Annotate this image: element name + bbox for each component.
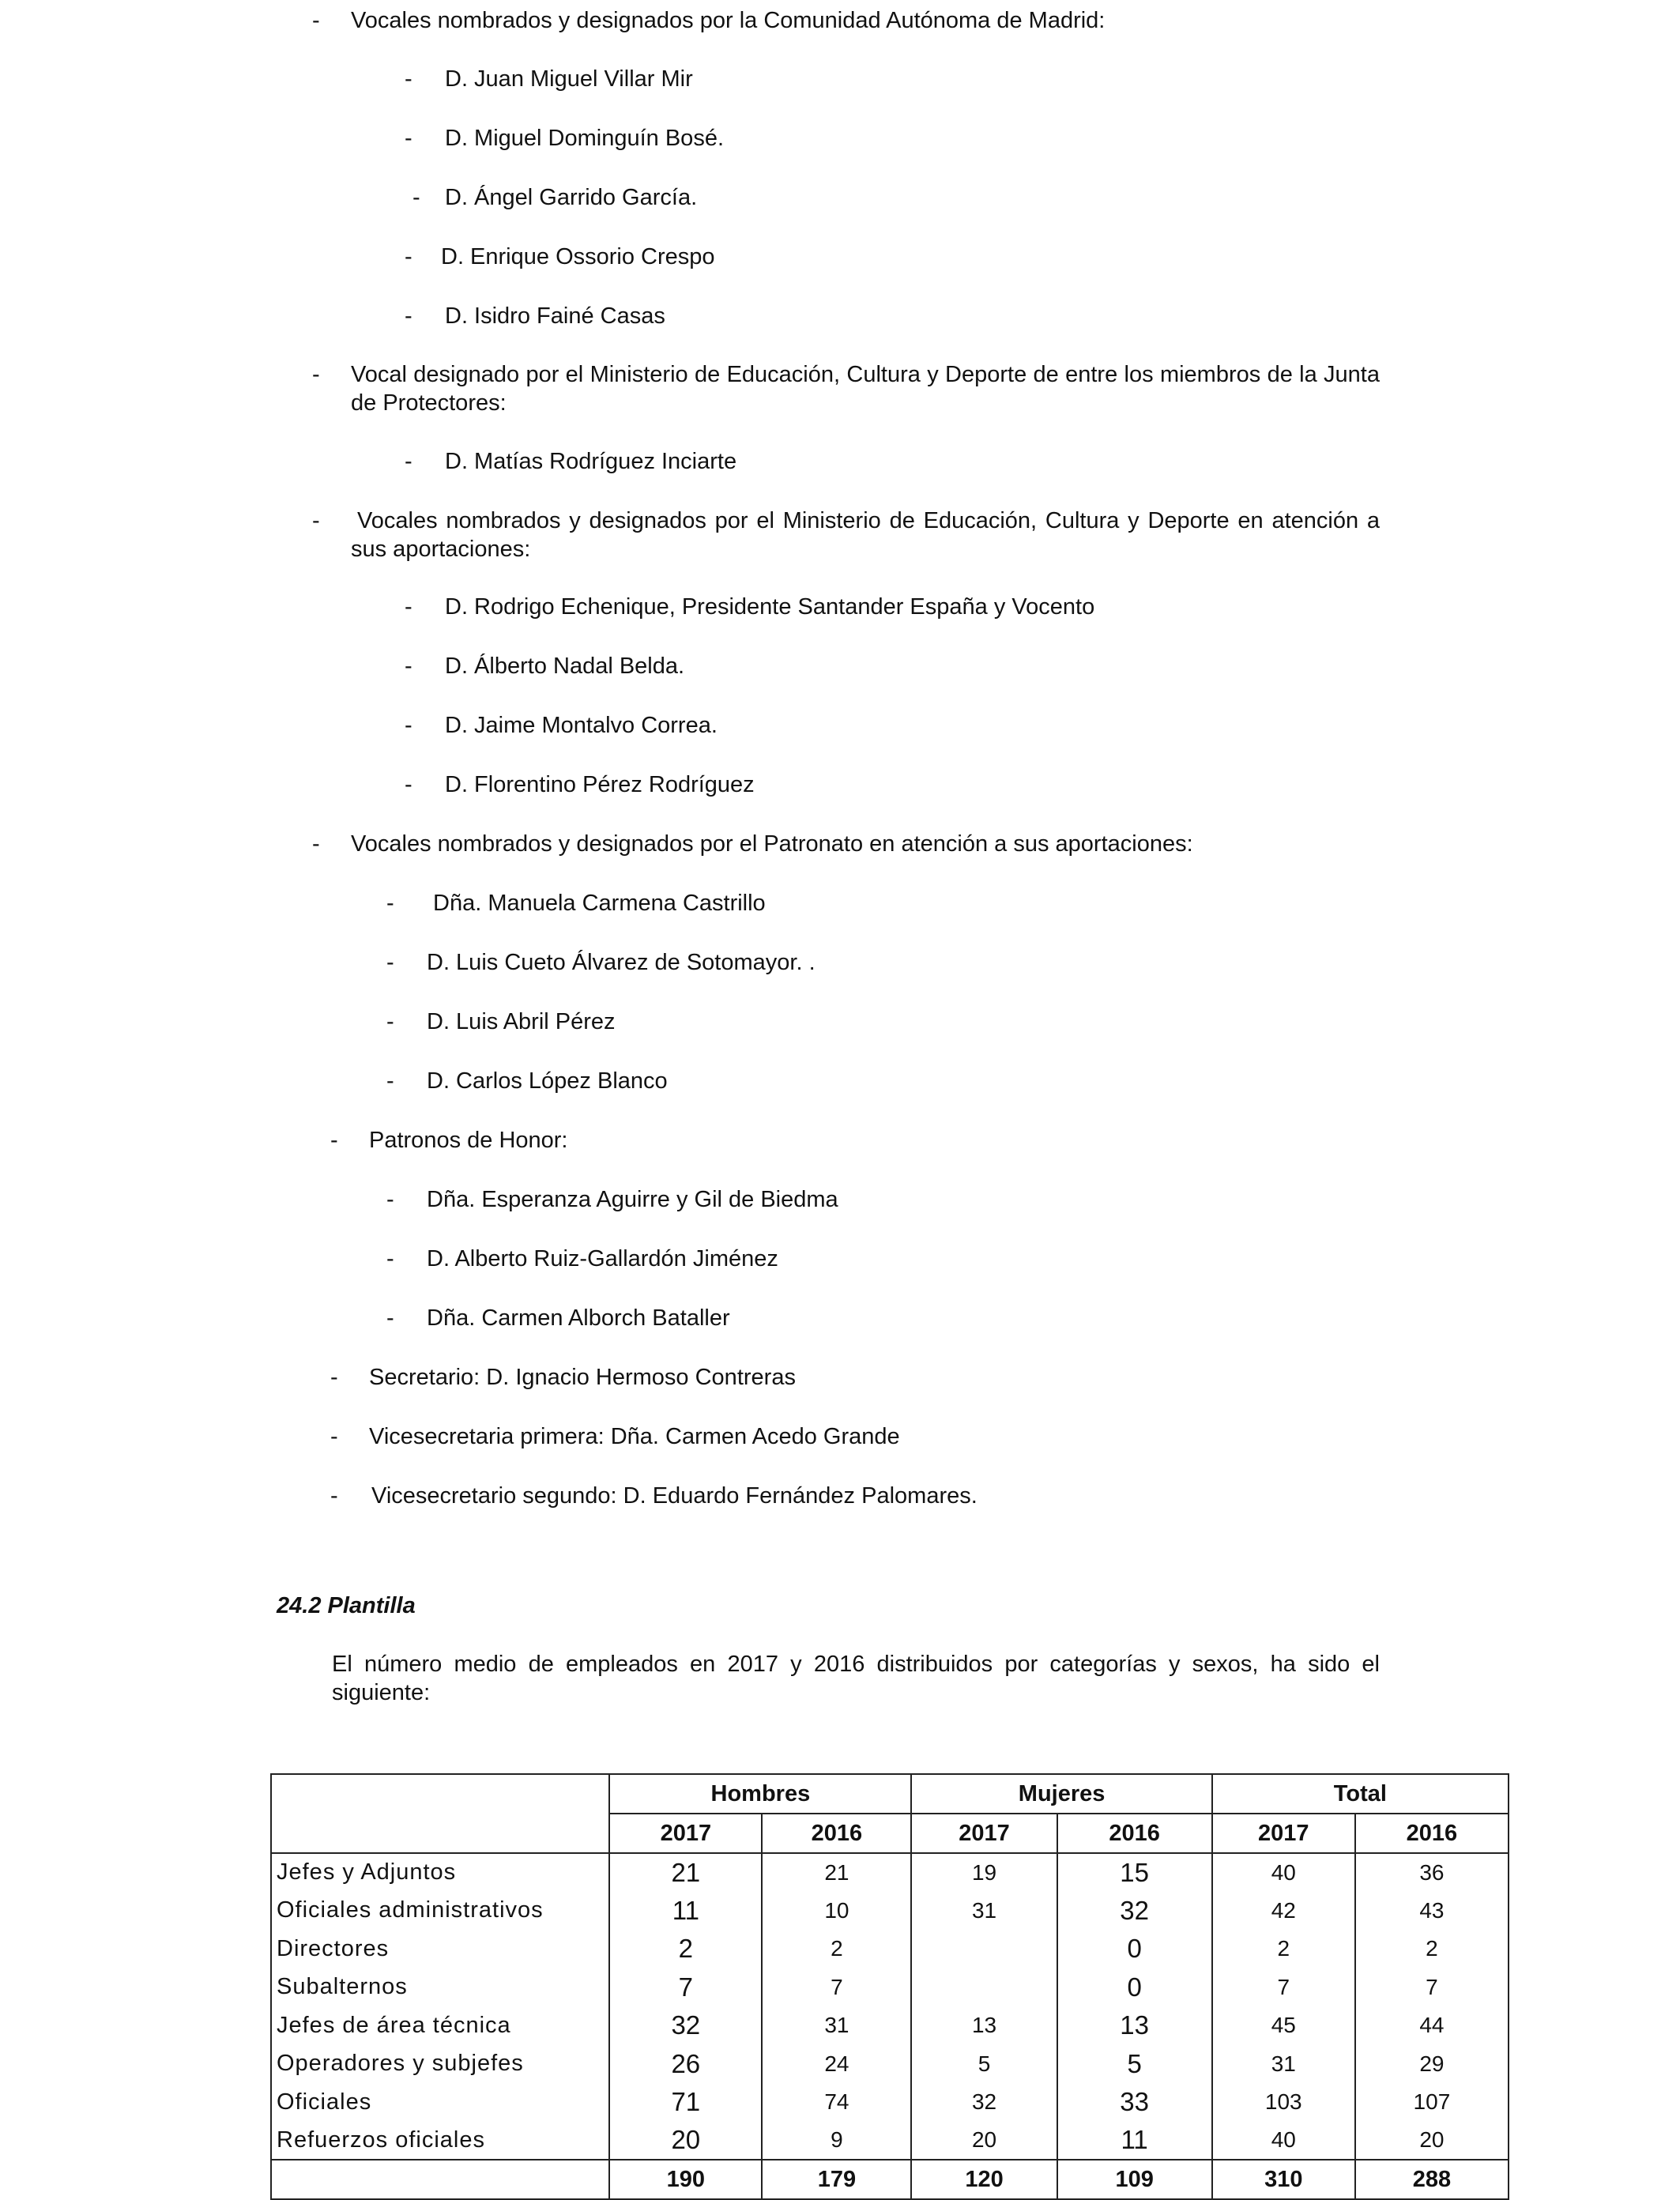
bullet-dash: - bbox=[386, 1246, 394, 1271]
bullet-dash: - bbox=[312, 831, 320, 857]
value-cell: 21 bbox=[762, 1853, 911, 1892]
table-row bbox=[271, 1892, 1509, 1931]
total-cell: 179 bbox=[762, 2160, 911, 2199]
bullet-dash: - bbox=[386, 1009, 394, 1034]
value-cell: 40 bbox=[1212, 2122, 1355, 2160]
value-cell: 7 bbox=[609, 1968, 762, 2007]
value-cell: 20 bbox=[911, 2122, 1057, 2160]
secretario: Secretario: D. Ignacio Hermoso Contreras bbox=[369, 1365, 796, 1390]
value-cell: 7 bbox=[1212, 1968, 1355, 2007]
value-cell: 24 bbox=[762, 2045, 911, 2084]
table-row bbox=[271, 1853, 1509, 1892]
bullet-dash: - bbox=[405, 244, 412, 269]
year-header: 2016 bbox=[1355, 1814, 1509, 1853]
value-cell: 36 bbox=[1355, 1853, 1509, 1892]
value-cell: 21 bbox=[609, 1853, 762, 1892]
value-cell: 40 bbox=[1212, 1853, 1355, 1892]
row-label: Jefes y Adjuntos bbox=[271, 1853, 609, 1892]
section-intro-text: El número medio de empleados en 2017 y 2016 distribuidos por categorías y sexos, ha sido el siguiente: bbox=[332, 1652, 1380, 1705]
member-name: D. Rodrigo Echenique, Presidente Santander España y Vocento bbox=[445, 594, 1095, 620]
value-cell: 20 bbox=[1355, 2122, 1509, 2160]
section-intro bbox=[332, 1650, 1380, 1707]
vicesecretaria-primera: Vicesecretaria primera: Dña. Carmen Acedo Grande bbox=[369, 1424, 900, 1449]
table-row bbox=[271, 2045, 1509, 2084]
bullet-dash: - bbox=[405, 594, 412, 620]
member-name: Dña. Esperanza Aguirre y Gil de Biedma bbox=[427, 1187, 838, 1212]
bullet-dash: - bbox=[405, 654, 412, 679]
member-name: D. Miguel Dominguín Bosé. bbox=[445, 126, 724, 151]
bullet-dash: - bbox=[312, 8, 320, 33]
total-cell: 120 bbox=[911, 2160, 1057, 2199]
value-cell: 2 bbox=[762, 1930, 911, 1968]
cam-heading: Vocales nombrados y designados por la Comunidad Autónoma de Madrid: bbox=[351, 8, 1106, 33]
value-cell bbox=[911, 1930, 1057, 1968]
value-cell: 31 bbox=[1212, 2045, 1355, 2084]
value-cell bbox=[911, 1968, 1057, 2007]
value-cell: 42 bbox=[1212, 1892, 1355, 1931]
member-name: D. Isidro Fainé Casas bbox=[445, 303, 665, 329]
value-cell: 44 bbox=[1355, 2006, 1509, 2045]
bullet-dash: - bbox=[312, 508, 320, 533]
value-cell: 71 bbox=[609, 2083, 762, 2122]
value-cell: 26 bbox=[609, 2045, 762, 2084]
bullet-dash: - bbox=[386, 891, 394, 916]
mecd-heading: Vocal designado por el Ministerio de Educación, Cultura y Deporte de entre los miembros de la Junta de Protectores: bbox=[351, 362, 1380, 416]
total-cell: 109 bbox=[1057, 2160, 1212, 2199]
member-name: D. Álberto Nadal Belda. bbox=[445, 654, 685, 679]
vicesecretario-segundo: Vicesecretario segundo: D. Eduardo Fernández Palomares. bbox=[371, 1483, 977, 1509]
patronato-heading: Vocales nombrados y designados por el Patronato en atención a sus aportaciones: bbox=[351, 831, 1193, 857]
corner-cell bbox=[271, 1774, 609, 1853]
row-label: Operadores y subjefes bbox=[271, 2045, 609, 2084]
bullet-dash: - bbox=[386, 950, 394, 975]
total-cell: 310 bbox=[1212, 2160, 1355, 2199]
bullet-dash: - bbox=[330, 1483, 338, 1509]
member-name: D. Matías Rodríguez Inciarte bbox=[445, 449, 737, 474]
table-row bbox=[271, 2006, 1509, 2045]
value-cell: 43 bbox=[1355, 1892, 1509, 1931]
value-cell: 11 bbox=[609, 1892, 762, 1931]
bullet-dash: - bbox=[386, 1187, 394, 1212]
bullet-dash: - bbox=[412, 185, 420, 210]
value-cell: 29 bbox=[1355, 2045, 1509, 2084]
row-label: Directores bbox=[271, 1930, 609, 1968]
value-cell: 0 bbox=[1057, 1968, 1212, 2007]
bullet-dash: - bbox=[405, 126, 412, 151]
row-label: Oficiales bbox=[271, 2083, 609, 2122]
bullet-dash: - bbox=[330, 1424, 338, 1449]
member-name: D. Carlos López Blanco bbox=[427, 1068, 668, 1094]
value-cell: 20 bbox=[609, 2122, 762, 2160]
bullet-dash: - bbox=[405, 303, 412, 329]
value-cell: 13 bbox=[1057, 2006, 1212, 2045]
row-label: Subalternos bbox=[271, 1968, 609, 2007]
table-row bbox=[271, 2122, 1509, 2160]
value-cell: 2 bbox=[609, 1930, 762, 1968]
member-name: Dña. Carmen Alborch Bataller bbox=[427, 1305, 730, 1331]
value-cell: 0 bbox=[1057, 1930, 1212, 1968]
value-cell: 107 bbox=[1355, 2083, 1509, 2122]
bullet-dash: - bbox=[405, 449, 412, 474]
value-cell: 7 bbox=[762, 1968, 911, 2007]
value-cell: 7 bbox=[1355, 1968, 1509, 2007]
bullet-dash: - bbox=[405, 66, 412, 92]
value-cell: 32 bbox=[911, 2083, 1057, 2122]
value-cell: 33 bbox=[1057, 2083, 1212, 2122]
value-cell: 32 bbox=[609, 2006, 762, 2045]
value-cell: 45 bbox=[1212, 2006, 1355, 2045]
value-cell: 13 bbox=[911, 2006, 1057, 2045]
year-header: 2017 bbox=[609, 1814, 762, 1853]
mecd-aport-heading: Vocales nombrados y designados por el Ministerio de Educación, Cultura y Deporte en atención a sus aportaciones: bbox=[351, 508, 1380, 562]
member-name: D. Florentino Pérez Rodríguez bbox=[445, 772, 755, 797]
staff-table bbox=[270, 1773, 1509, 2200]
year-header: 2017 bbox=[1212, 1814, 1355, 1853]
member-name: D. Luis Cueto Álvarez de Sotomayor. . bbox=[427, 950, 816, 975]
row-label: Jefes de área técnica bbox=[271, 2006, 609, 2045]
group-header-row bbox=[271, 1774, 1509, 1814]
bullet-dash: - bbox=[330, 1365, 338, 1390]
value-cell: 103 bbox=[1212, 2083, 1355, 2122]
value-cell: 9 bbox=[762, 2122, 911, 2160]
group-header: Hombres bbox=[609, 1774, 911, 1814]
value-cell: 32 bbox=[1057, 1892, 1212, 1931]
honor-heading: Patronos de Honor: bbox=[369, 1128, 568, 1153]
total-cell: 190 bbox=[609, 2160, 762, 2199]
value-cell: 31 bbox=[762, 2006, 911, 2045]
member-name: D. Ángel Garrido García. bbox=[445, 185, 698, 210]
value-cell: 2 bbox=[1355, 1930, 1509, 1968]
row-label: Oficiales administrativos bbox=[271, 1892, 609, 1931]
bullet-dash: - bbox=[386, 1068, 394, 1094]
row-label: Refuerzos oficiales bbox=[271, 2122, 609, 2160]
year-header: 2017 bbox=[911, 1814, 1057, 1853]
table-row bbox=[271, 1930, 1509, 1968]
value-cell: 5 bbox=[911, 2045, 1057, 2084]
table-row bbox=[271, 1968, 1509, 2007]
value-cell: 15 bbox=[1057, 1853, 1212, 1892]
section-heading: 24.2 Plantilla bbox=[277, 1593, 416, 1618]
bullet-dash: - bbox=[405, 713, 412, 738]
bullet-dash: - bbox=[330, 1128, 338, 1153]
table-row bbox=[271, 2083, 1509, 2122]
group-header: Mujeres bbox=[911, 1774, 1211, 1814]
value-cell: 19 bbox=[911, 1853, 1057, 1892]
value-cell: 11 bbox=[1057, 2122, 1212, 2160]
year-header: 2016 bbox=[1057, 1814, 1212, 1853]
value-cell: 31 bbox=[911, 1892, 1057, 1931]
member-name: D. Luis Abril Pérez bbox=[427, 1009, 616, 1034]
value-cell: 74 bbox=[762, 2083, 911, 2122]
group-header: Total bbox=[1212, 1774, 1509, 1814]
value-cell: 2 bbox=[1212, 1930, 1355, 1968]
total-cell: 288 bbox=[1355, 2160, 1509, 2199]
year-header: 2016 bbox=[762, 1814, 911, 1853]
value-cell: 5 bbox=[1057, 2045, 1212, 2084]
member-name: Dña. Manuela Carmena Castrillo bbox=[433, 891, 766, 916]
member-name: D. Juan Miguel Villar Mir bbox=[445, 66, 693, 92]
bullet-dash: - bbox=[312, 362, 320, 387]
member-name: D. Alberto Ruiz-Gallardón Jiménez bbox=[427, 1246, 778, 1271]
bullet-dash: - bbox=[386, 1305, 394, 1331]
member-name: D. Enrique Ossorio Crespo bbox=[441, 244, 715, 269]
bullet-dash: - bbox=[405, 772, 412, 797]
member-name: D. Jaime Montalvo Correa. bbox=[445, 713, 718, 738]
value-cell: 10 bbox=[762, 1892, 911, 1931]
